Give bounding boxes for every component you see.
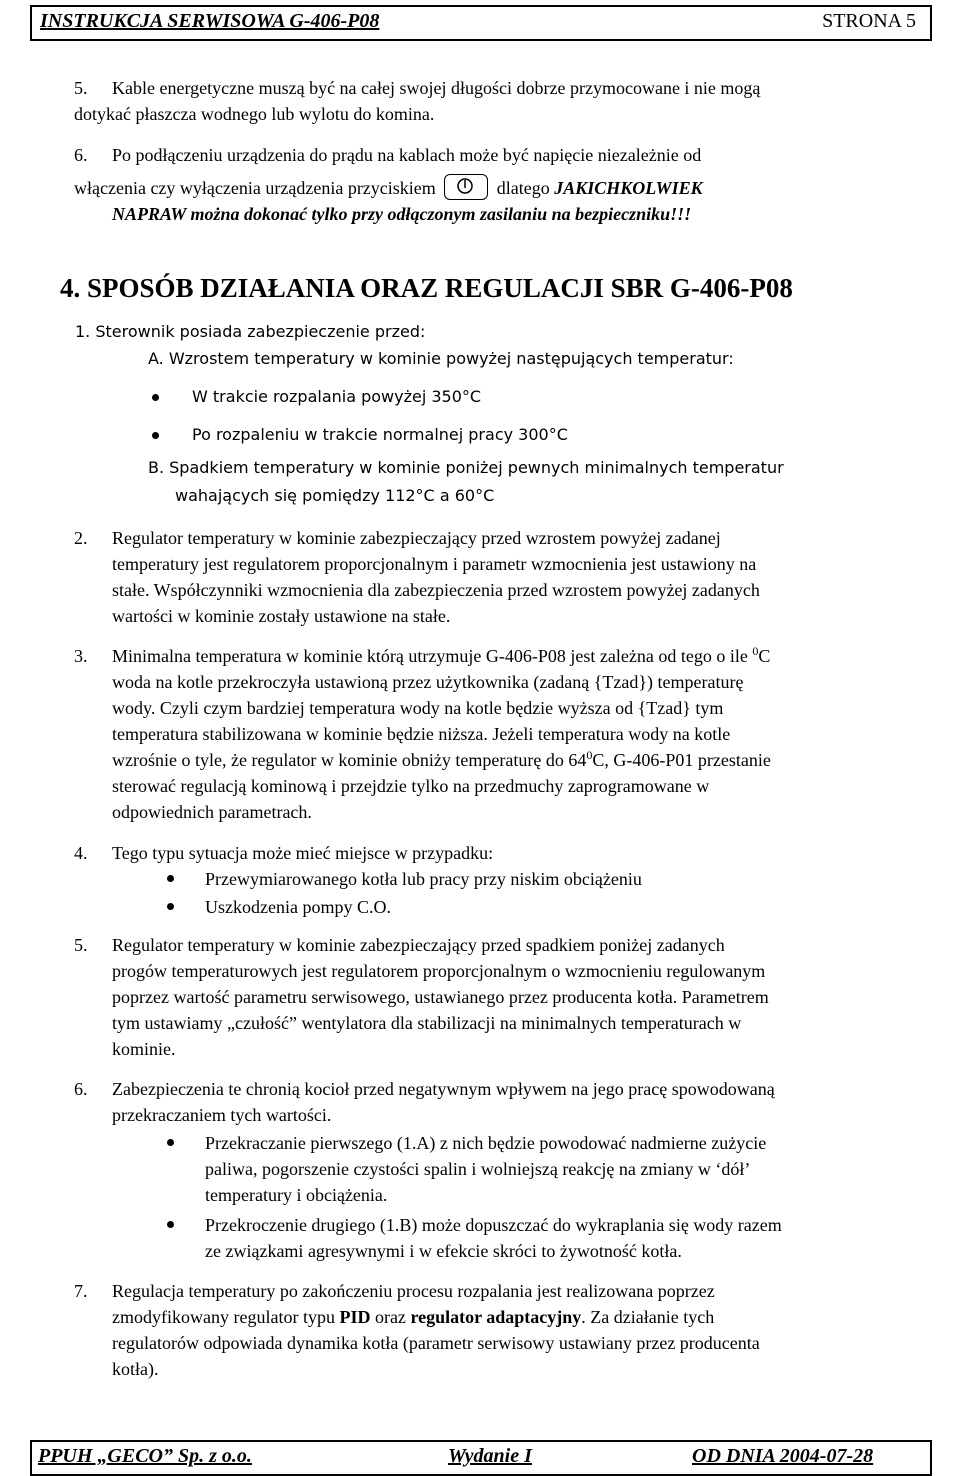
bullet-text: Uszkodzenia pompy C.O. [205, 897, 391, 917]
page-footer [30, 1440, 932, 1476]
bullet-text: Przekroczenie drugiego (1.B) może dopuszczać do wykraplania się wody razem [205, 1215, 782, 1235]
bullet-text: W trakcie rozpalania powyżej 350°C [192, 387, 482, 406]
bullet-text: ze związkami agresywnymi i w efekcie skróci to żywotność kotła. [205, 1241, 682, 1261]
paragraph-line: stałe. Współczynniki wzmocnienia dla zabezpieczenia przed wzrostem powyżej zadanych [112, 580, 760, 600]
text: C, G-406-P01 przestanie [592, 750, 771, 770]
paragraph-line: poprzez wartość parametru serwisowego, ustawianego przez producenta kotła. Parametrem [112, 987, 769, 1007]
superscript: 0 [752, 644, 759, 658]
paragraph-line: kominie. [112, 1039, 176, 1059]
item-number: 6. [74, 1079, 88, 1099]
item-text: Kable energetyczne muszą być na całej swojej długości dobrze przymocowane i nie mogą [112, 78, 761, 98]
header-title: INSTRUKCJA SERWISOWA G-406-P08 [40, 10, 380, 32]
item-number: 5. [74, 78, 88, 98]
item-text-line [74, 174, 703, 201]
section-heading: 4. SPOSÓB DZIAŁANIA ORAZ REGULACJI SBR G-406-P08 [60, 273, 793, 303]
paragraph-line: Regulator temperatury w kominie zabezpieczający przed spadkiem poniżej zadanych [112, 935, 725, 955]
list-item-a: A. Wzrostem temperatury w kominie powyżej następujących temperatur: [148, 349, 734, 368]
power-icon [444, 174, 488, 200]
header-page-number: STRONA 5 [822, 10, 916, 32]
bullet-text: Przewymiarowanego kotła lub pracy przy niskim obciążeniu [205, 869, 642, 889]
text-bold: PID [339, 1307, 371, 1327]
item-number: 2. [74, 528, 88, 548]
bullet [167, 875, 174, 882]
item-number: 6. [74, 145, 88, 165]
paragraph-line: temperatura stabilizowana w kominie będzie niższa. Jeżeli temperatura wody na kotle [112, 724, 731, 744]
footer-company: PPUH „GECO” Sp. z o.o. [38, 1445, 252, 1467]
bullet [167, 1221, 174, 1228]
page-header [30, 5, 932, 41]
item-text-emphasis: JAKICHKOLWIEK [554, 178, 703, 198]
text: wzrośnie o tyle, że regulator w kominie obniży temperaturę do 64 [112, 750, 587, 770]
paragraph-line: woda na kotle przekroczyła ustawioną przez użytkownika (zadaną {Tzad}) temperaturę [112, 672, 744, 692]
paragraph-line: temperatury jest regulatorem proporcjonalnym i parametr wzmocnienia jest ustawiony na [112, 554, 757, 574]
item-number: 3. [74, 646, 88, 666]
paragraph-line: wartości w kominie zostały ustawione na stałe. [112, 606, 451, 626]
bullet [167, 903, 174, 910]
bullet-text: temperatury i obciążenia. [205, 1185, 388, 1205]
item-text: włączenia czy wyłączenia urządzenia przyciskiem [74, 178, 436, 198]
text: C [758, 646, 771, 666]
bullet [152, 432, 159, 439]
paragraph-line: progów temperaturowych jest regulatorem proporcjonalnym o wzmocnieniu regulowanym [112, 961, 766, 981]
paragraph-line: tym ustawiamy „czułość” wentylatora dla stabilizacji na minimalnych temperaturach w [112, 1013, 742, 1033]
list-intro: 1. Sterownik posiada zabezpieczenie przed: [75, 322, 426, 341]
paragraph-line: sterować regulacją kominową i przejdzie tylko na przedmuchy zaprogramowane w [112, 776, 710, 796]
text: zmodyfikowany regulator typu [112, 1307, 340, 1327]
footer-date: OD DNIA 2004-07-28 [692, 1445, 874, 1467]
footer-edition: Wydanie I [448, 1445, 532, 1467]
bullet [152, 394, 159, 401]
paragraph-line: przekraczaniem tych wartości. [112, 1105, 332, 1125]
item-text: dlatego [496, 178, 555, 198]
item-number: 7. [74, 1281, 88, 1301]
item-number: 4. [74, 843, 88, 863]
paragraph-line: Tego typu sytuacja może mieć miejsce w przypadku: [112, 843, 494, 863]
paragraph-line [112, 1304, 714, 1330]
paragraph-line [112, 643, 770, 669]
paragraph-line: kotła). [112, 1359, 159, 1379]
text: oraz [370, 1307, 411, 1327]
paragraph-line: regulatorów odpowiada dynamika kotła (parametr serwisowy ustawiany przez producenta [112, 1333, 760, 1353]
paragraph-line: Regulacja temperatury po zakończeniu procesu rozpalania jest realizowana poprzez [112, 1281, 715, 1301]
bullet-text: Po rozpaleniu w trakcie normalnej pracy 300°C [192, 425, 568, 444]
list-item-b: wahających się pomiędzy 112°C a 60°C [175, 486, 495, 505]
bullet-text: paliwa, pogorszenie czystości spalin i wolniejszą reakcję na zmiany w ‘dół’ [205, 1159, 751, 1179]
superscript: 0 [586, 748, 593, 762]
paragraph-line: Zabezpieczenia te chronią kocioł przed negatywnym wpływem na jego pracę spowodowaną [112, 1079, 775, 1099]
paragraph-line [112, 747, 771, 773]
paragraph-line: Regulator temperatury w kominie zabezpieczający przed wzrostem powyżej zadanej [112, 528, 721, 548]
item-text: Po podłączeniu urządzenia do prądu na kablach może być napięcie niezależnie od [112, 145, 702, 165]
item-number: 5. [74, 935, 88, 955]
text: Minimalna temperatura w kominie którą utrzymuje G-406-P08 jest zależna od tego o ile [112, 646, 753, 666]
bullet [167, 1139, 174, 1146]
text: . Za działanie tych [581, 1307, 715, 1327]
warning-text: NAPRAW można dokonać tylko przy odłączonym zasilaniu na bezpieczniku!!! [112, 204, 692, 224]
list-item-b: B. Spadkiem temperatury w kominie poniżej pewnych minimalnych temperatur [148, 458, 784, 477]
text-bold: regulator adaptacyjny [410, 1307, 582, 1327]
paragraph-line: wody. Czyli czym bardziej temperatura wody na kotle będzie wyższa od {Tzad} tym [112, 698, 724, 718]
item-text: dotykać płaszcza wodnego lub wylotu do komina. [74, 104, 435, 124]
bullet-text: Przekraczanie pierwszego (1.A) z nich będzie powodować nadmierne zużycie [205, 1133, 767, 1153]
paragraph-line: odpowiednich parametrach. [112, 802, 312, 822]
